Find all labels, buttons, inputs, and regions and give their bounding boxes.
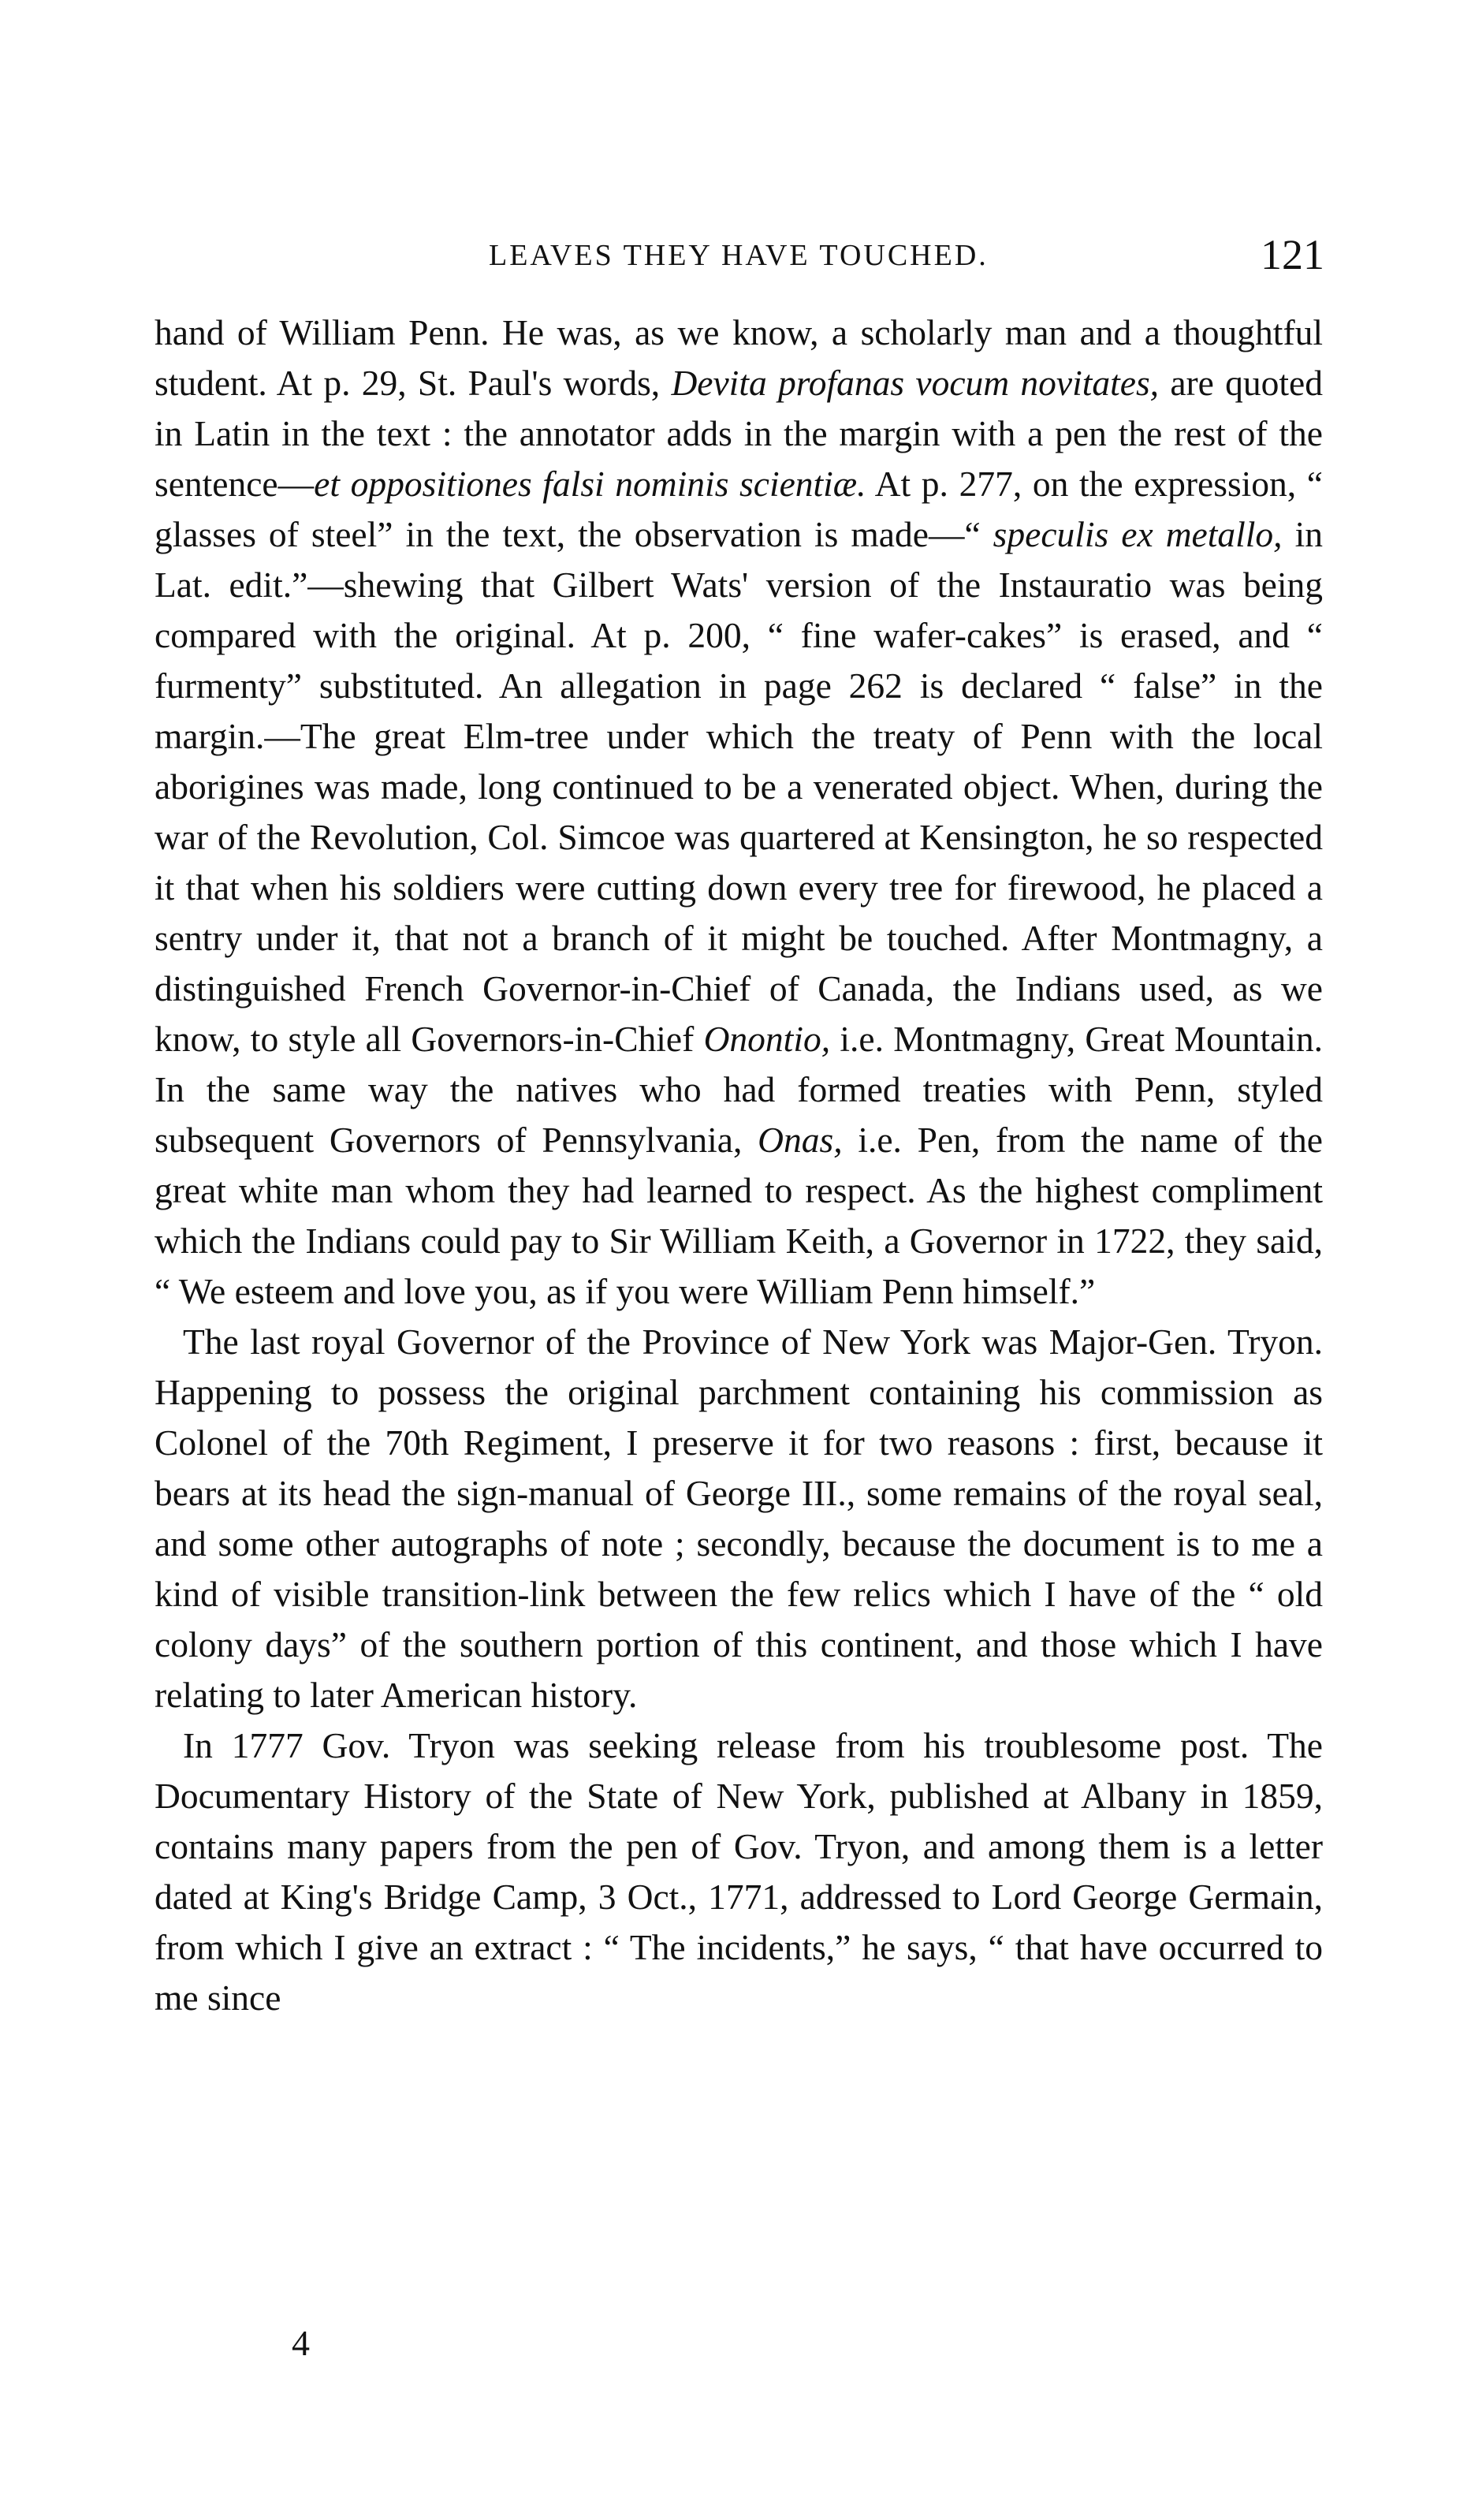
text-segment: i.e. Montmagny, Great Mountain. In the same way the natives who had formed treaties with Penn, styled subsequent Governors of Pennsylvania, — [155, 1019, 1323, 1160]
latin-quote: Devita profanas vocum novitates, — [671, 363, 1160, 403]
text-segment: are quoted in Latin in the text : the annotator adds in the margin with a pen the rest of the sentence— — [155, 363, 1323, 504]
text-segment: in Lat. edit.”—shewing that Gilbert Wats' version of the Instauratio was being compared with the original. At p. 200, “ fine wafer-cakes” is erased, and “ furmenty” substituted. An allegation in page 262 is declared “ false” in the margin.—The great Elm-tree under which the treaty of Penn with the local aborigines was made, long continued to be a venerated object. When, during the war of the Revolution, Col. Simcoe was quartered at Kensington, he so respected it that when his soldiers were cutting down every tree for firewood, he placed a sentry under it, that not a branch of it might be touched. After Montmagny, a distinguished French Governor-in-Chief of Canada, the Indians used, as we know, to style all Governors-in-Chief — [155, 514, 1323, 1059]
signature-mark: 4 — [292, 2323, 310, 2363]
paragraph-3 — [155, 1720, 1323, 2023]
text-segment: i.e. Pen, from the name of the great white man whom they had learned to respect. As the highest compliment which the Indians could pay to Sir William Keith, a Governor in 1722, they said, “ We esteem and love you, as if you were William Penn himself.” — [155, 1120, 1324, 1311]
paragraph-1 — [155, 308, 1323, 1317]
body-text — [155, 308, 1323, 2023]
latin-quote: speculis ex metallo, — [993, 514, 1283, 554]
native-name: Onontio, — [703, 1019, 831, 1059]
text-segment: At p. 277, on the expression, “ glasses of steel” in the text, the observation is made—“ — [155, 464, 1324, 554]
page-number: 121 — [1261, 231, 1324, 278]
text-segment: hand of William Penn. He was, as we know, a scholarly man and a thoughtful student. At p. 29, St. Paul's words, — [155, 312, 1323, 403]
text-segment: The last royal Governor of the Province of New York was Major-Gen. Tryon. Happening to possess the original parchment containing his commission as Colonel of the 70th Regiment, I preserve it for two reasons : first, because it bears at its head the sign-manual of George III., some remains of the royal seal, and some other autographs of note ; secondly, because the document is to me a kind of visible transition-link between the few relics which I have of the “ old colony days” of the southern portion of this continent, and those which I have relating to later American history. — [155, 1322, 1323, 1715]
running-head — [158, 230, 1324, 285]
running-title: LEAVES THEY HAVE TOUCHED. — [489, 239, 989, 272]
latin-quote: et oppositiones falsi nominis scientiæ. — [314, 464, 866, 504]
native-name: Onas, — [758, 1120, 843, 1160]
paragraph-2 — [155, 1317, 1323, 1720]
text-segment: In 1777 Gov. Tryon was seeking release from his troublesome post. The Documentary History of the State of New York, published at Albany in 1859, contains many papers from the pen of Gov. Tryon, and among them is a letter dated at King's Bridge Camp, 3 Oct., 1771, addressed to Lord George Germain, from which I give an extract : “ The incidents,” he says, “ that have occurred to me since — [155, 1725, 1323, 2018]
